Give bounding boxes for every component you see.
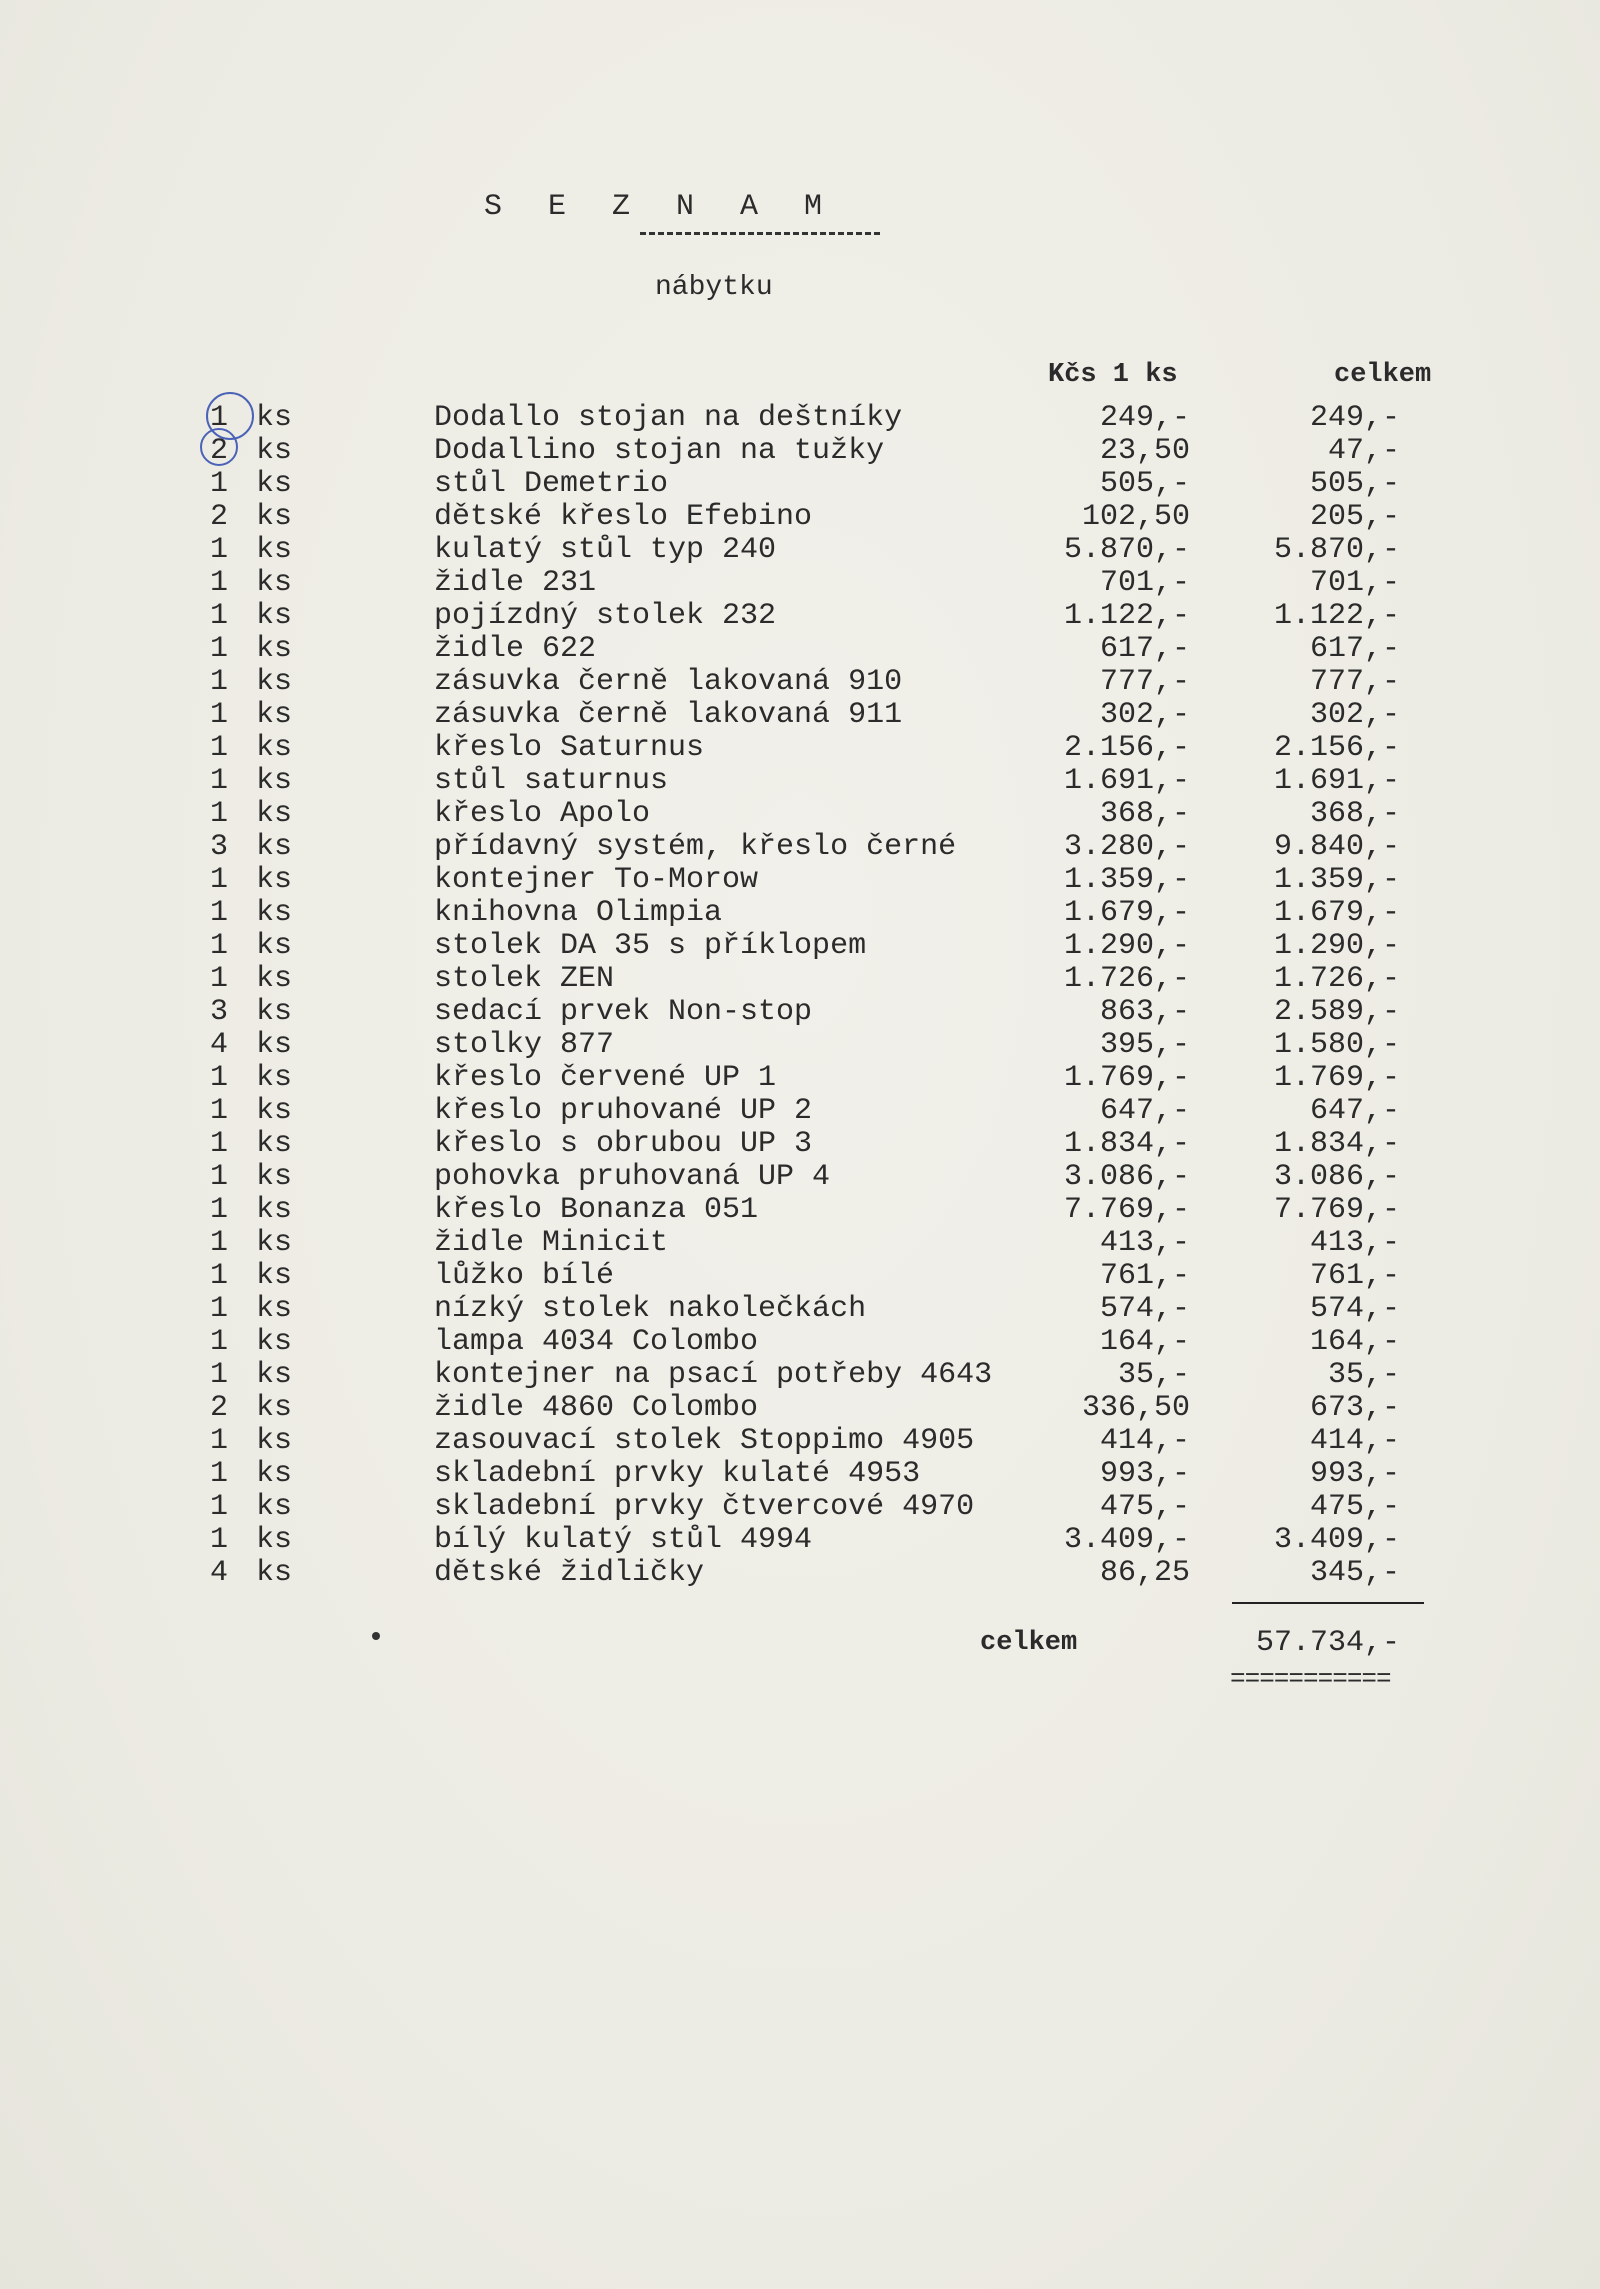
item-total: 1.359,- (1273, 863, 1400, 897)
item-unit-price: 1.679,- (1063, 896, 1190, 930)
item-quantity: 1 (209, 467, 228, 501)
item-description: dětské křeslo Efebino (434, 500, 813, 534)
grand-total-underline: =========== (1230, 1664, 1391, 1694)
list-item (0, 1194, 1600, 1227)
item-total: 574,- (1309, 1292, 1400, 1326)
item-unit: ks (256, 533, 293, 567)
list-item (0, 765, 1600, 798)
item-unit: ks (256, 1061, 293, 1095)
item-description: pojízdný stolek 232 (434, 599, 777, 633)
item-description: křeslo s obrubou UP 3 (434, 1127, 813, 1161)
item-unit-price: 777,- (1099, 665, 1190, 699)
item-total: 1.726,- (1273, 962, 1400, 996)
item-quantity: 1 (209, 896, 228, 930)
item-total: 249,- (1309, 401, 1400, 435)
item-total: 617,- (1309, 632, 1400, 666)
item-quantity: 1 (209, 863, 228, 897)
item-unit: ks (256, 698, 293, 732)
item-quantity: 1 (209, 1193, 228, 1227)
item-unit: ks (256, 1259, 293, 1293)
list-item (0, 534, 1600, 567)
item-quantity: 3 (209, 830, 228, 864)
item-description: kontejner na psací potřeby 4643 (434, 1358, 993, 1392)
item-quantity: 1 (209, 533, 228, 567)
item-total: 701,- (1309, 566, 1400, 600)
item-total: 5.870,- (1273, 533, 1400, 567)
item-unit-price: 1.726,- (1063, 962, 1190, 996)
item-quantity: 1 (209, 665, 228, 699)
item-unit-price: 102,50 (1081, 500, 1190, 534)
item-quantity: 1 (209, 962, 228, 996)
item-unit: ks (256, 1226, 293, 1260)
item-unit-price: 2.156,- (1063, 731, 1190, 765)
item-total: 35,- (1327, 1358, 1400, 1392)
list-item (0, 1557, 1600, 1590)
list-item (0, 468, 1600, 501)
list-item (0, 864, 1600, 897)
item-total: 205,- (1309, 500, 1400, 534)
item-total: 2.156,- (1273, 731, 1400, 765)
item-unit: ks (256, 632, 293, 666)
list-item (0, 633, 1600, 666)
item-unit-price: 1.691,- (1063, 764, 1190, 798)
item-unit: ks (256, 995, 293, 1029)
item-description: křeslo červené UP 1 (434, 1061, 777, 1095)
column-header-unit-price: Kčs 1 ks (1048, 360, 1178, 390)
item-quantity: 1 (209, 1259, 228, 1293)
item-total: 1.122,- (1273, 599, 1400, 633)
item-unit-price: 3.409,- (1063, 1523, 1190, 1557)
list-item (0, 1359, 1600, 1392)
item-description: sedací prvek Non-stop (434, 995, 813, 1029)
item-quantity: 1 (209, 1358, 228, 1392)
item-unit: ks (256, 731, 293, 765)
item-description: stolky 877 (434, 1028, 615, 1062)
item-quantity: 4 (209, 1028, 228, 1062)
item-total: 475,- (1309, 1490, 1400, 1524)
item-quantity: 1 (209, 599, 228, 633)
item-description: židle 231 (434, 566, 597, 600)
item-unit: ks (256, 962, 293, 996)
list-item (0, 1161, 1600, 1194)
item-quantity: 3 (209, 995, 228, 1029)
item-unit-price: 761,- (1099, 1259, 1190, 1293)
list-item (0, 1128, 1600, 1161)
item-unit-price: 3.086,- (1063, 1160, 1190, 1194)
item-quantity: 1 (209, 1490, 228, 1524)
item-unit: ks (256, 1325, 293, 1359)
item-description: pohovka pruhovaná UP 4 (434, 1160, 831, 1194)
item-unit: ks (256, 1391, 293, 1425)
list-item (0, 1227, 1600, 1260)
item-total: 1.580,- (1273, 1028, 1400, 1062)
item-unit: ks (256, 1424, 293, 1458)
item-description: křeslo Apolo (434, 797, 651, 831)
item-unit-price: 5.870,- (1063, 533, 1190, 567)
item-total: 761,- (1309, 1259, 1400, 1293)
item-unit: ks (256, 434, 293, 468)
list-item (0, 897, 1600, 930)
item-description: kulatý stůl typ 240 (434, 533, 777, 567)
item-unit-price: 1.122,- (1063, 599, 1190, 633)
item-unit: ks (256, 467, 293, 501)
item-unit: ks (256, 500, 293, 534)
list-item (0, 402, 1600, 435)
item-total: 1.834,- (1273, 1127, 1400, 1161)
item-unit-price: 336,50 (1081, 1391, 1190, 1425)
item-quantity: 1 (209, 797, 228, 831)
item-description: židle 4860 Colombo (434, 1391, 759, 1425)
list-item (0, 1062, 1600, 1095)
item-quantity: 1 (209, 698, 228, 732)
item-unit-price: 475,- (1099, 1490, 1190, 1524)
item-unit-price: 7.769,- (1063, 1193, 1190, 1227)
item-description: stolek ZEN (434, 962, 615, 996)
item-unit: ks (256, 929, 293, 963)
item-unit-price: 701,- (1099, 566, 1190, 600)
item-total: 47,- (1327, 434, 1400, 468)
item-description: židle 622 (434, 632, 597, 666)
item-quantity: 4 (209, 1556, 228, 1590)
item-unit-price: 249,- (1099, 401, 1190, 435)
item-unit-price: 3.280,- (1063, 830, 1190, 864)
item-unit-price: 164,- (1099, 1325, 1190, 1359)
item-unit: ks (256, 1457, 293, 1491)
list-item (0, 699, 1600, 732)
item-quantity: 2 (209, 434, 228, 468)
item-total: 414,- (1309, 1424, 1400, 1458)
item-unit-price: 1.834,- (1063, 1127, 1190, 1161)
item-description: dětské židličky (434, 1556, 705, 1590)
list-item (0, 1293, 1600, 1326)
item-unit-price: 302,- (1099, 698, 1190, 732)
item-total: 3.086,- (1273, 1160, 1400, 1194)
item-description: stůl Demetrio (434, 467, 669, 501)
item-description: křeslo Bonanza 051 (434, 1193, 759, 1227)
list-item (0, 963, 1600, 996)
item-description: lůžko bílé (434, 1259, 615, 1293)
item-unit-price: 617,- (1099, 632, 1190, 666)
item-quantity: 1 (209, 1292, 228, 1326)
grand-total-value: 57.734,- (1255, 1626, 1400, 1660)
list-item (0, 1458, 1600, 1491)
item-description: kontejner To-Morow (434, 863, 759, 897)
document-title: S E Z N A M (483, 190, 837, 224)
column-header-total: celkem (1334, 360, 1432, 390)
item-total: 7.769,- (1273, 1193, 1400, 1227)
list-item (0, 501, 1600, 534)
item-description: křeslo Saturnus (434, 731, 705, 765)
item-unit: ks (256, 1127, 293, 1161)
list-item (0, 1392, 1600, 1425)
list-item (0, 1260, 1600, 1293)
item-total: 1.691,- (1273, 764, 1400, 798)
item-description: skladební prvky čtvercové 4970 (434, 1490, 975, 1524)
item-quantity: 1 (209, 1424, 228, 1458)
item-description: přídavný systém, křeslo černé (434, 830, 957, 864)
item-total: 164,- (1309, 1325, 1400, 1359)
item-unit: ks (256, 797, 293, 831)
item-quantity: 1 (209, 1457, 228, 1491)
title-underline (640, 232, 880, 235)
list-item (0, 1326, 1600, 1359)
item-description: nízký stolek nakolečkách (434, 1292, 867, 1326)
item-unit: ks (256, 599, 293, 633)
item-unit: ks (256, 1523, 293, 1557)
list-item (0, 1095, 1600, 1128)
list-item (0, 1425, 1600, 1458)
item-description: zásuvka černě lakovaná 911 (434, 698, 903, 732)
item-description: židle Minicit (434, 1226, 669, 1260)
item-description: lampa 4034 Colombo (434, 1325, 759, 1359)
list-item (0, 732, 1600, 765)
item-quantity: 1 (209, 929, 228, 963)
list-item (0, 1029, 1600, 1062)
list-item (0, 666, 1600, 699)
item-unit-price: 413,- (1099, 1226, 1190, 1260)
item-total: 993,- (1309, 1457, 1400, 1491)
item-total: 345,- (1309, 1556, 1400, 1590)
item-quantity: 2 (209, 500, 228, 534)
item-list (0, 402, 1600, 1590)
item-quantity: 1 (209, 1127, 228, 1161)
ink-dot (372, 1632, 380, 1640)
item-description: zásuvka černě lakovaná 910 (434, 665, 903, 699)
item-quantity: 2 (209, 1391, 228, 1425)
item-unit: ks (256, 863, 293, 897)
item-unit-price: 23,50 (1099, 434, 1190, 468)
item-unit: ks (256, 1358, 293, 1392)
item-quantity: 1 (209, 566, 228, 600)
item-unit-price: 1.769,- (1063, 1061, 1190, 1095)
list-item (0, 567, 1600, 600)
item-description: skladební prvky kulaté 4953 (434, 1457, 921, 1491)
item-unit-price: 505,- (1099, 467, 1190, 501)
list-item (0, 1524, 1600, 1557)
item-total: 1.769,- (1273, 1061, 1400, 1095)
item-unit: ks (256, 401, 293, 435)
item-unit: ks (256, 1028, 293, 1062)
item-unit: ks (256, 566, 293, 600)
item-total: 3.409,- (1273, 1523, 1400, 1557)
grand-total-label: celkem (980, 1628, 1078, 1658)
item-unit-price: 647,- (1099, 1094, 1190, 1128)
list-item (0, 600, 1600, 633)
list-item (0, 1491, 1600, 1524)
list-item (0, 930, 1600, 963)
item-unit: ks (256, 665, 293, 699)
item-total: 1.679,- (1273, 896, 1400, 930)
item-unit-price: 414,- (1099, 1424, 1190, 1458)
item-description: stolek DA 35 s příklopem (434, 929, 867, 963)
item-unit: ks (256, 1094, 293, 1128)
item-unit-price: 1.359,- (1063, 863, 1190, 897)
item-quantity: 1 (209, 1226, 228, 1260)
item-description: knihovna Olimpia (434, 896, 723, 930)
item-quantity: 1 (209, 1523, 228, 1557)
item-total: 777,- (1309, 665, 1400, 699)
item-unit-price: 395,- (1099, 1028, 1190, 1062)
item-quantity: 1 (209, 731, 228, 765)
item-quantity: 1 (209, 1325, 228, 1359)
item-unit: ks (256, 1556, 293, 1590)
item-total: 302,- (1309, 698, 1400, 732)
item-unit: ks (256, 1490, 293, 1524)
item-description: Dodallino stojan na tužky (434, 434, 885, 468)
item-description: stůl saturnus (434, 764, 669, 798)
sum-rule (1232, 1602, 1424, 1604)
item-unit-price: 368,- (1099, 797, 1190, 831)
item-quantity: 1 (209, 764, 228, 798)
item-quantity: 1 (209, 401, 228, 435)
item-quantity: 1 (209, 632, 228, 666)
list-item (0, 996, 1600, 1029)
document-subtitle: nábytku (655, 272, 773, 303)
item-unit: ks (256, 1193, 293, 1227)
item-unit: ks (256, 830, 293, 864)
item-unit-price: 1.290,- (1063, 929, 1190, 963)
item-total: 9.840,- (1273, 830, 1400, 864)
item-unit-price: 35,- (1117, 1358, 1190, 1392)
item-total: 505,- (1309, 467, 1400, 501)
item-unit-price: 993,- (1099, 1457, 1190, 1491)
item-description: křeslo pruhované UP 2 (434, 1094, 813, 1128)
item-quantity: 1 (209, 1160, 228, 1194)
item-unit: ks (256, 764, 293, 798)
item-description: bílý kulatý stůl 4994 (434, 1523, 813, 1557)
item-total: 368,- (1309, 797, 1400, 831)
item-quantity: 1 (209, 1061, 228, 1095)
item-total: 673,- (1309, 1391, 1400, 1425)
list-item (0, 831, 1600, 864)
item-total: 647,- (1309, 1094, 1400, 1128)
item-total: 413,- (1309, 1226, 1400, 1260)
item-unit-price: 574,- (1099, 1292, 1190, 1326)
item-quantity: 1 (209, 1094, 228, 1128)
item-description: Dodallo stojan na deštníky (434, 401, 903, 435)
list-item (0, 435, 1600, 468)
list-item (0, 798, 1600, 831)
item-unit: ks (256, 1160, 293, 1194)
item-unit: ks (256, 1292, 293, 1326)
item-unit: ks (256, 896, 293, 930)
item-description: zasouvací stolek Stoppimo 4905 (434, 1424, 975, 1458)
item-total: 1.290,- (1273, 929, 1400, 963)
item-unit-price: 863,- (1099, 995, 1190, 1029)
item-total: 2.589,- (1273, 995, 1400, 1029)
item-unit-price: 86,25 (1099, 1556, 1190, 1590)
